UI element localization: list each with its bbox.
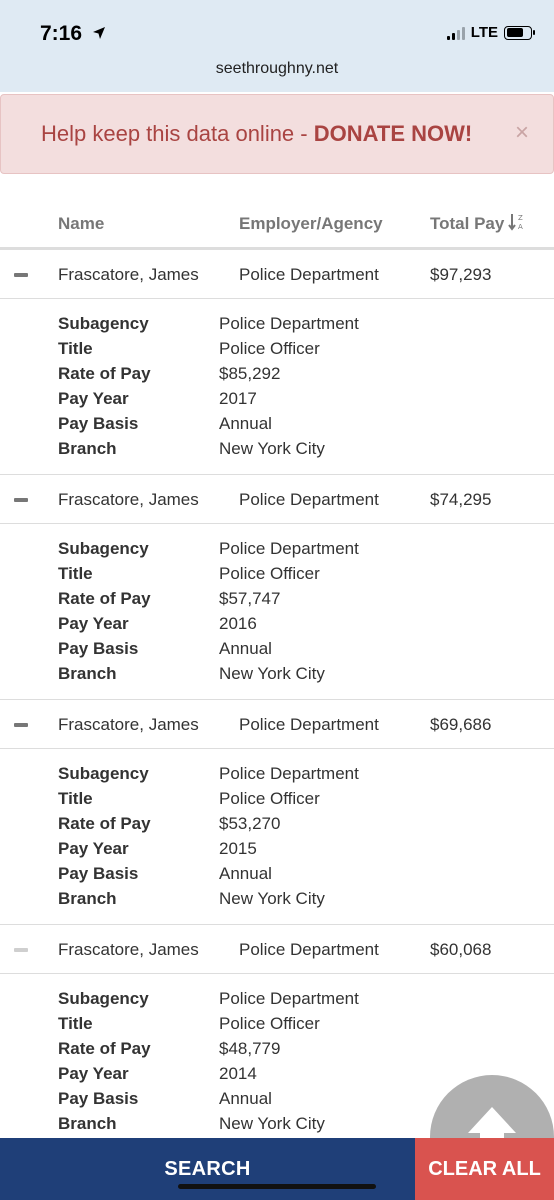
detail-label-basis: Pay Basis bbox=[58, 414, 139, 433]
row-name[interactable]: Frascatore, James bbox=[58, 490, 199, 509]
detail-value-rate: $85,292 bbox=[219, 364, 281, 383]
detail-row-branch bbox=[0, 664, 554, 689]
detail-value-branch: New York City bbox=[219, 1114, 325, 1133]
donate-banner bbox=[0, 94, 554, 174]
table-row[interactable] bbox=[0, 249, 554, 299]
detail-row-subagency bbox=[0, 989, 554, 1014]
battery-icon bbox=[504, 26, 532, 40]
detail-label-subagency: Subagency bbox=[58, 314, 149, 333]
minus-icon[interactable] bbox=[14, 948, 28, 952]
detail-row-branch bbox=[0, 889, 554, 914]
record-2 bbox=[0, 474, 554, 699]
detail-row-year bbox=[0, 614, 554, 639]
search-button[interactable]: SEARCH bbox=[0, 1138, 415, 1200]
detail-label-year: Pay Year bbox=[58, 839, 129, 858]
detail-row-title bbox=[0, 564, 554, 589]
detail-value-title: Police Officer bbox=[219, 789, 320, 808]
detail-value-subagency: Police Department bbox=[219, 764, 359, 783]
detail-label-year: Pay Year bbox=[58, 1064, 129, 1083]
detail-value-basis: Annual bbox=[219, 864, 272, 883]
minus-icon[interactable] bbox=[14, 723, 28, 727]
table-row[interactable] bbox=[0, 699, 554, 749]
row-employer: Police Department bbox=[239, 715, 379, 734]
detail-label-branch: Branch bbox=[58, 1114, 117, 1133]
record-3 bbox=[0, 699, 554, 924]
close-icon[interactable]: × bbox=[514, 119, 529, 146]
row-employer: Police Department bbox=[239, 490, 379, 509]
detail-label-title: Title bbox=[58, 789, 93, 808]
location-arrow-icon bbox=[92, 22, 106, 46]
detail-row-subagency bbox=[0, 314, 554, 339]
detail-value-title: Police Officer bbox=[219, 339, 320, 358]
record-details bbox=[0, 524, 554, 699]
detail-label-branch: Branch bbox=[58, 664, 117, 683]
detail-label-title: Title bbox=[58, 339, 93, 358]
detail-row-basis bbox=[0, 864, 554, 889]
detail-label-branch: Branch bbox=[58, 889, 117, 908]
detail-label-subagency: Subagency bbox=[58, 764, 149, 783]
detail-row-rate bbox=[0, 589, 554, 614]
donate-banner-text bbox=[41, 121, 472, 147]
detail-value-year: 2014 bbox=[219, 1064, 257, 1083]
detail-value-title: Police Officer bbox=[219, 1014, 320, 1033]
status-indicators bbox=[447, 24, 532, 41]
detail-label-title: Title bbox=[58, 1014, 93, 1033]
donate-now-link[interactable]: DONATE NOW! bbox=[313, 121, 473, 146]
detail-value-rate: $48,779 bbox=[219, 1039, 281, 1058]
detail-row-basis bbox=[0, 639, 554, 664]
table-row[interactable] bbox=[0, 474, 554, 524]
detail-label-subagency: Subagency bbox=[58, 989, 149, 1008]
detail-value-year: 2016 bbox=[219, 614, 257, 633]
row-name[interactable]: Frascatore, James bbox=[58, 265, 199, 284]
detail-row-basis bbox=[0, 414, 554, 439]
record-details bbox=[0, 299, 554, 474]
detail-row-subagency bbox=[0, 764, 554, 789]
row-total-pay: $60,068 bbox=[430, 940, 492, 959]
detail-value-basis: Annual bbox=[219, 639, 272, 658]
signal-strength-icon bbox=[447, 26, 465, 40]
svg-text:A: A bbox=[518, 223, 523, 231]
table-row[interactable] bbox=[0, 924, 554, 974]
detail-value-subagency: Police Department bbox=[219, 989, 359, 1008]
status-time-text: 7:16 bbox=[40, 22, 83, 45]
record-1 bbox=[0, 249, 554, 474]
detail-value-year: 2015 bbox=[219, 839, 257, 858]
detail-value-branch: New York City bbox=[219, 889, 325, 908]
detail-row-rate bbox=[0, 1039, 554, 1064]
status-time bbox=[40, 22, 106, 46]
detail-value-basis: Annual bbox=[219, 1089, 272, 1108]
detail-label-rate: Rate of Pay bbox=[58, 364, 151, 383]
column-header-employer[interactable]: Employer/Agency bbox=[239, 214, 383, 233]
detail-row-rate bbox=[0, 814, 554, 839]
sort-descending-icon[interactable] bbox=[508, 212, 526, 232]
detail-row-title bbox=[0, 339, 554, 364]
detail-label-basis: Pay Basis bbox=[58, 864, 139, 883]
detail-label-rate: Rate of Pay bbox=[58, 1039, 151, 1058]
minus-icon[interactable] bbox=[14, 498, 28, 502]
svg-text:Z: Z bbox=[518, 214, 523, 222]
bottom-action-bar bbox=[0, 1138, 554, 1200]
detail-value-branch: New York City bbox=[219, 439, 325, 458]
banner-message: Help keep this data online - bbox=[41, 121, 314, 146]
clear-all-button[interactable]: CLEAR ALL bbox=[415, 1138, 554, 1200]
detail-label-rate: Rate of Pay bbox=[58, 814, 151, 833]
home-indicator[interactable] bbox=[178, 1184, 376, 1189]
detail-label-basis: Pay Basis bbox=[58, 639, 139, 658]
row-employer: Police Department bbox=[239, 940, 379, 959]
detail-value-year: 2017 bbox=[219, 389, 257, 408]
record-details bbox=[0, 749, 554, 924]
detail-value-rate: $53,270 bbox=[219, 814, 281, 833]
network-type: LTE bbox=[470, 24, 498, 41]
row-name[interactable]: Frascatore, James bbox=[58, 715, 199, 734]
detail-label-subagency: Subagency bbox=[58, 539, 149, 558]
row-total-pay: $69,686 bbox=[430, 715, 492, 734]
minus-icon[interactable] bbox=[14, 273, 28, 277]
detail-value-basis: Annual bbox=[219, 414, 272, 433]
detail-row-branch bbox=[0, 439, 554, 464]
row-total-pay: $74,295 bbox=[430, 490, 492, 509]
detail-label-branch: Branch bbox=[58, 439, 117, 458]
detail-row-title bbox=[0, 789, 554, 814]
detail-label-basis: Pay Basis bbox=[58, 1089, 139, 1108]
row-name[interactable]: Frascatore, James bbox=[58, 940, 199, 959]
detail-value-subagency: Police Department bbox=[219, 539, 359, 558]
column-header-name[interactable]: Name bbox=[58, 214, 105, 233]
address-bar-url[interactable]: seethroughny.net bbox=[215, 60, 339, 77]
row-total-pay: $97,293 bbox=[430, 265, 492, 284]
row-employer: Police Department bbox=[239, 265, 379, 284]
detail-value-title: Police Officer bbox=[219, 564, 320, 583]
detail-label-year: Pay Year bbox=[58, 389, 129, 408]
detail-row-subagency bbox=[0, 539, 554, 564]
detail-label-year: Pay Year bbox=[58, 614, 129, 633]
detail-label-title: Title bbox=[58, 564, 93, 583]
browser-top-bar bbox=[0, 0, 554, 92]
detail-value-branch: New York City bbox=[219, 664, 325, 683]
detail-row-year bbox=[0, 839, 554, 864]
column-header-total-pay[interactable]: Total Pay bbox=[430, 214, 505, 233]
detail-row-rate bbox=[0, 364, 554, 389]
detail-value-subagency: Police Department bbox=[219, 314, 359, 333]
detail-value-rate: $57,747 bbox=[219, 589, 281, 608]
detail-row-year bbox=[0, 389, 554, 414]
detail-label-rate: Rate of Pay bbox=[58, 589, 151, 608]
table-header bbox=[0, 198, 554, 250]
detail-row-title bbox=[0, 1014, 554, 1039]
